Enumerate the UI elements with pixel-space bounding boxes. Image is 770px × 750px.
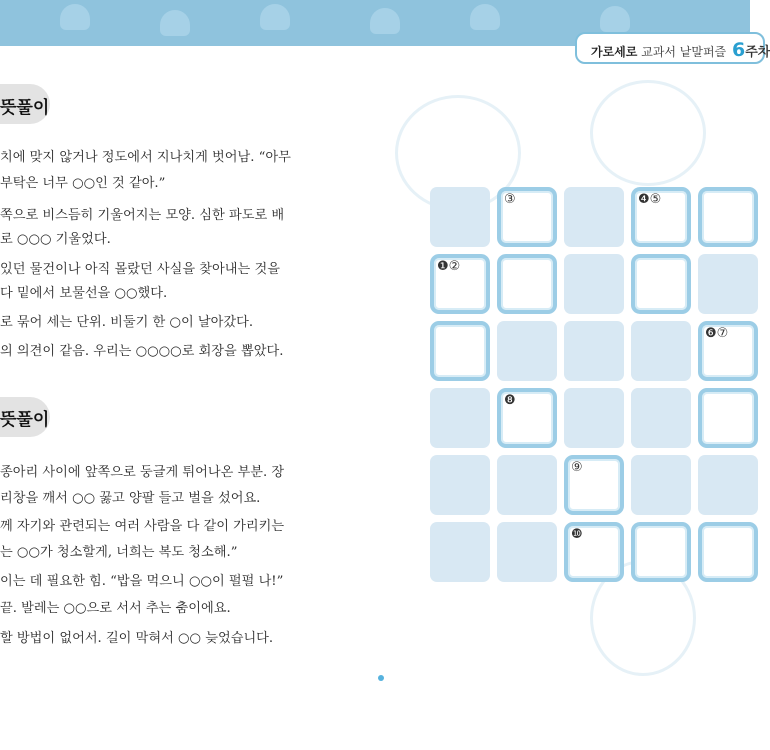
blocked-cell xyxy=(430,187,490,247)
answer-cell[interactable] xyxy=(497,254,557,314)
ghost-decoration-icon xyxy=(60,4,90,30)
blocked-cell xyxy=(497,522,557,582)
blocked-cell xyxy=(698,254,758,314)
down-clue-line: 는 ○○가 청소할게, 너희는 복도 청소해.” xyxy=(0,545,238,560)
answer-cell[interactable] xyxy=(698,187,758,247)
blocked-cell xyxy=(631,321,691,381)
answer-cell[interactable] xyxy=(631,254,691,314)
answer-cell[interactable] xyxy=(698,388,758,448)
cell-number-label: ⑨ xyxy=(571,460,583,475)
ghost-decoration-icon xyxy=(470,4,500,30)
down-clue-line: 할 방법이 없어서. 길이 막혀서 ○○ 늦었습니다. xyxy=(0,631,274,646)
down-clue-line: 끝. 발레는 ○○으로 서서 추는 춤이에요. xyxy=(0,601,231,616)
answer-cell[interactable] xyxy=(698,321,758,381)
header-title-bold: 가로세로 xyxy=(591,45,638,59)
page-indicator-dot xyxy=(378,675,384,681)
answer-cell[interactable] xyxy=(564,522,624,582)
down-section-title: 뜻풀이 xyxy=(0,410,50,430)
down-clue-line: 리창을 깨서 ○○ 꿇고 양팔 들고 벌을 섰어요. xyxy=(0,491,261,506)
week-suffix: 주차 xyxy=(745,45,770,60)
cell-number-label: ③ xyxy=(504,192,516,207)
blocked-cell xyxy=(497,321,557,381)
header-title-rest: 교과서 낱말퍼즐 xyxy=(637,45,730,59)
blocked-cell xyxy=(430,522,490,582)
answer-cell[interactable] xyxy=(430,254,490,314)
blocked-cell xyxy=(430,388,490,448)
blocked-cell xyxy=(564,388,624,448)
week-number: 6 xyxy=(731,39,746,61)
answer-cell[interactable] xyxy=(430,321,490,381)
answer-cell[interactable] xyxy=(564,455,624,515)
cell-number-label: ❿ xyxy=(571,527,583,542)
ghost-decoration-icon xyxy=(260,4,290,30)
down-clue-line: 이는 데 필요한 힘. “밥을 먹으니 ○○이 펄펄 나!” xyxy=(0,574,284,589)
blocked-cell xyxy=(631,455,691,515)
across-clue-line: 로 묶어 세는 단위. 비둘기 한 ○이 날아갔다. xyxy=(0,315,254,330)
cell-number-label: ❹⑤ xyxy=(638,192,662,207)
answer-cell[interactable] xyxy=(698,522,758,582)
ghost-decoration-icon xyxy=(160,10,190,36)
across-clue-line: 부탁은 너무 ○○인 것 같아.” xyxy=(0,176,166,191)
across-clue-line: 치에 맞지 않거나 정도에서 지나치게 벗어남. “아무 xyxy=(0,150,291,165)
answer-cell[interactable] xyxy=(497,388,557,448)
background-ghost-decoration xyxy=(590,80,706,186)
cell-number-label: ❶② xyxy=(437,259,461,274)
header-title xyxy=(591,39,770,61)
blocked-cell xyxy=(564,187,624,247)
blocked-cell xyxy=(698,455,758,515)
down-clue-line: 종아리 사이에 앞쪽으로 둥글게 튀어나온 부분. 장 xyxy=(0,465,285,480)
blocked-cell xyxy=(564,254,624,314)
down-clue-line: 께 자기와 관련되는 여러 사람을 다 같이 가리키는 xyxy=(0,519,285,534)
across-section-title: 뜻풀이 xyxy=(0,98,50,118)
across-clue-line: 쪽으로 비스듬히 기울어지는 모양. 심한 파도로 배 xyxy=(0,208,285,223)
across-clue-line: 있던 물건이나 아직 몰랐던 사실을 찾아내는 것을 xyxy=(0,262,280,277)
blocked-cell xyxy=(497,455,557,515)
cell-number-label: ❽ xyxy=(504,393,516,408)
ghost-decoration-icon xyxy=(370,8,400,34)
answer-cell[interactable] xyxy=(631,187,691,247)
blocked-cell xyxy=(430,455,490,515)
answer-cell[interactable] xyxy=(631,522,691,582)
across-clue-line: 다 밑에서 보물선을 ○○했다. xyxy=(0,286,168,301)
cell-number-label: ❻⑦ xyxy=(705,326,729,341)
across-clue-line: 로 ○○○ 기울었다. xyxy=(0,232,111,247)
blocked-cell xyxy=(631,388,691,448)
across-clue-line: 의 의견이 같음. 우리는 ○○○○로 회장을 뽑았다. xyxy=(0,344,284,359)
answer-cell[interactable] xyxy=(497,187,557,247)
blocked-cell xyxy=(564,321,624,381)
ghost-decoration-icon xyxy=(600,6,630,32)
header-tab xyxy=(575,32,770,64)
